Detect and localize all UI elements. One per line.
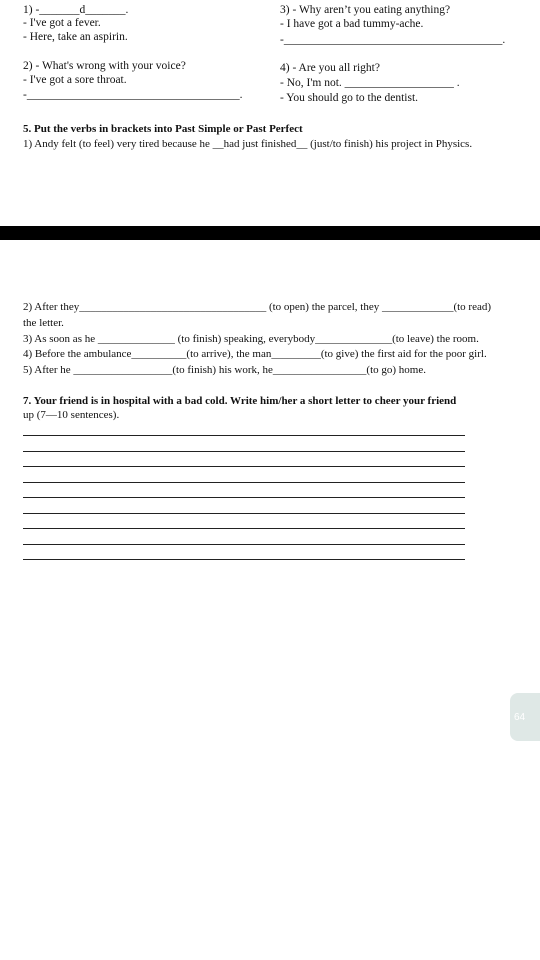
exercise-5-item-5: 5) After he __________________(to finish) his work, he_________________(to go) home. [23, 364, 426, 376]
writing-line [23, 513, 465, 514]
item-1-prefix: 1) Andy felt (to feel) very tired because he __ [23, 138, 224, 150]
dialogue-1-line-2: - I've got a fever. [23, 17, 101, 29]
dialogue-1-line-3: - Here, take an aspirin. [23, 31, 128, 43]
writing-line [23, 466, 465, 467]
page-number-label: 64 [514, 711, 526, 723]
dialogue-1-prefix: 1) -_______ [23, 4, 80, 16]
dialogue-4-line-3: - You should go to the dentist. [280, 92, 419, 104]
dialogue-3-line-2: - I have got a bad tummy-ache. [280, 18, 424, 30]
dialogue-3-line-1: 3) - Why aren’t you eating anything? [280, 4, 451, 16]
item-1-answer: had just finished [223, 138, 297, 150]
writing-line [23, 559, 465, 560]
dialogue-2-line-2: - I've got a sore throat. [23, 74, 127, 86]
dialogue-2-line-3: -_____________________________________. [23, 89, 243, 101]
item-1-suffix: __ (just/to finish) his project in Physics. [296, 138, 473, 150]
writing-line [23, 482, 465, 483]
page-number-button[interactable] [510, 693, 540, 741]
exercise-5-item-4: 4) Before the ambulance__________(to arrive), the man_________(to give) the first aid for the poor girl. [23, 348, 487, 360]
exercise-5-item-1 [23, 138, 472, 151]
dialogue-1-line-1 [23, 4, 128, 17]
dialogue-1-answer: d [79, 4, 86, 16]
writing-line [23, 451, 465, 452]
writing-line [23, 528, 465, 529]
exercise-5-heading: 5. Put the verbs in brackets into Past Simple or Past Perfect [23, 123, 303, 135]
exercise-5-item-2-line-2: the letter. [23, 317, 64, 329]
dialogue-4-line-1: 4) - Are you all right? [280, 62, 380, 74]
exercise-5-item-3: 3) As soon as he ______________ (to finish) speaking, everybody______________(to leave) the room. [23, 333, 479, 345]
exercise-7-heading-line-1: 7. Your friend is in hospital with a bad cold. Write him/her a short letter to cheer your friend [23, 395, 457, 407]
page-break-band [0, 226, 540, 240]
dialogue-4-line-2: - No, I'm not. ___________________ . [280, 77, 460, 89]
dialogue-3-line-3: -______________________________________. [280, 34, 506, 46]
exercise-5-item-2-line-1: 2) After they__________________________________ (to open) the parcel, they _____________(to read) [23, 301, 492, 313]
writing-line [23, 544, 465, 545]
writing-line [23, 435, 465, 436]
dialogue-2-line-1: 2) - What's wrong with your voice? [23, 60, 186, 72]
exercise-7-heading-line-2: up (7—10 sentences). [23, 409, 120, 421]
dialogue-1-suffix: _______. [85, 4, 129, 16]
writing-line [23, 497, 465, 498]
